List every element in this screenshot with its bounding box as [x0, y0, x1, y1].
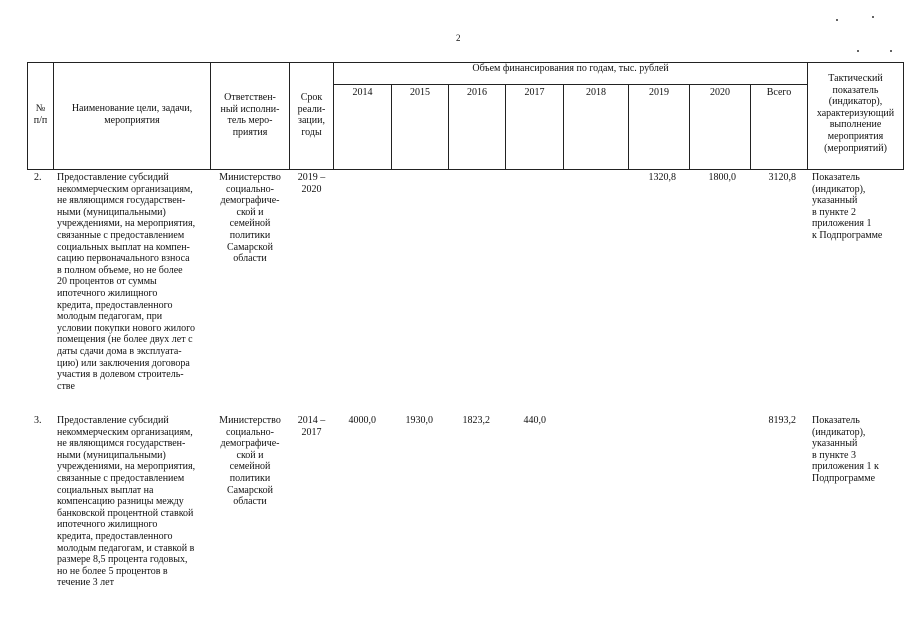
scan-speck	[872, 16, 874, 18]
row-num: 2.	[34, 172, 42, 183]
row-value-2019: 1320,8	[648, 172, 676, 183]
header-funding: Объем финансирования по годам, тыс. рублей	[472, 63, 669, 74]
header-year-2016: 2016	[467, 87, 487, 98]
row-executor: Министерство социально- демографиче- ской и семейной политики Самарской области	[219, 415, 281, 508]
row-num: 3.	[34, 415, 42, 426]
row-executor: Министерство социально- демографиче- ской и семейной политики Самарской области	[219, 172, 281, 265]
row-value-2015: 1930,0	[405, 415, 433, 426]
header-year-2017: 2017	[524, 87, 545, 98]
row-value-2020: 1800,0	[708, 172, 736, 183]
header-term: Срок реали- зации, годы	[297, 92, 326, 138]
row-term: 2019 – 2020	[297, 172, 326, 195]
row-value-total: 3120,8	[768, 172, 796, 183]
page-number: 2	[456, 33, 461, 43]
header-year-2014: 2014	[352, 87, 373, 98]
header-executor: Ответствен- ный исполни- тель меро- приятия	[220, 92, 280, 138]
scan-speck	[857, 50, 859, 52]
row-indicator: Показатель (индикатор), указанный в пункте 2 приложения 1 к Подпрограмме	[812, 172, 883, 241]
row-name: Предоставление субсидий некоммерческим организациям, не являющимся государствен- ными (муниципальными) учреждениями, на мероприятия, связанные с предоставлением социальных выплат на компен- сацию первоначального взноса в полном объеме, но не более 20 процентов от суммы ипотечного жилищного кредита, предоставленного молодым педагогам, при условии покупки нового жилого помещения (не более двух лет с даты сдачи дома в эксплуата- цию) или заключения договора участия в долевом строитель- стве	[57, 172, 196, 392]
row-term: 2014 – 2017	[297, 415, 326, 438]
header-name: Наименование цели, задачи, мероприятия	[71, 103, 193, 126]
scan-speck	[836, 19, 838, 21]
header-num: № п/п	[33, 103, 48, 126]
row-indicator: Показатель (индикатор), указанный в пункте 3 приложения 1 к Подпрограмме	[812, 415, 879, 484]
row-value-total: 8193,2	[768, 415, 796, 426]
header-indicator: Тактический показатель (индикатор), характеризующий выполнение мероприятия (мероприятий)	[816, 73, 895, 154]
row-value-2017: 440,0	[523, 415, 546, 426]
header-total: Всего	[766, 87, 792, 98]
header-year-2019: 2019	[649, 87, 669, 98]
row-value-2014: 4000,0	[348, 415, 376, 426]
header-year-2015: 2015	[410, 87, 430, 98]
row-name: Предоставление субсидий некоммерческим организациям, не являющимся государствен- ными (муниципальными) учреждениями, на мероприятия, связанные с предоставлением социальных выплат на компенсацию разницы между банковской процентной ставкой ипотечного жилищного кредита, предоставленного молодым педагогам, и ставкой в размере 8,5 процента годовых, но не более 5 процентов в течение 3 лет	[57, 415, 196, 589]
scan-speck	[890, 50, 892, 52]
header-year-2020: 2020	[710, 87, 730, 98]
row-value-2016: 1823,2	[462, 415, 490, 426]
header-year-2018: 2018	[586, 87, 606, 98]
